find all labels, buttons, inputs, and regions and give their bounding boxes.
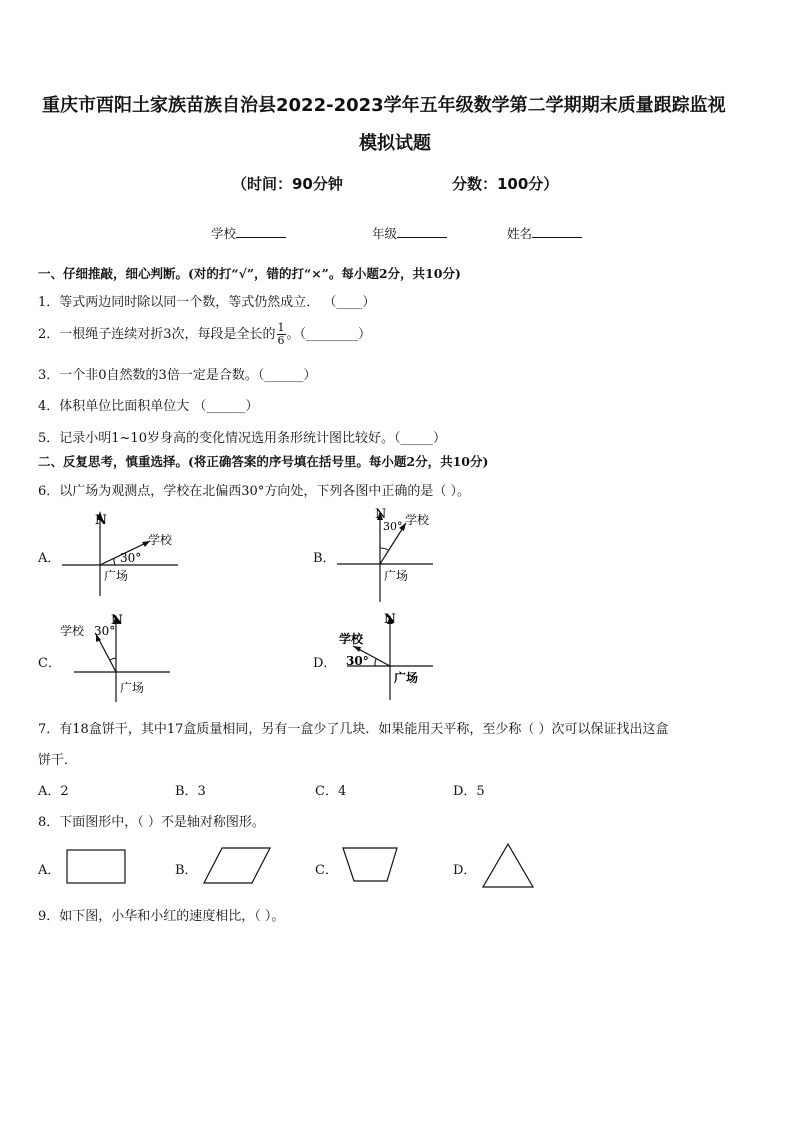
question-4: 4．体积单位比面积单位大 （______） — [38, 399, 259, 414]
name-field[interactable] — [507, 224, 582, 242]
square-label: 广场 — [384, 569, 409, 583]
fraction-one-sixth: $\frac{1}{6}$ — [277, 321, 285, 347]
exam-score: 分数：100分） — [452, 175, 559, 193]
question-8: 8．下面图形中，（ ）不是轴对称图形。 — [38, 815, 265, 830]
angle-label: 30° — [383, 520, 403, 533]
square-label: 广场 — [104, 569, 129, 583]
q6-diagram-b — [333, 504, 443, 606]
school-label: 学校 — [60, 624, 85, 638]
section1-title: 一、仔细推敲，细心判断。(对的打“√”，错的打“×”。每小题2分，共10分) — [38, 266, 461, 281]
grade-label: 年级 — [372, 226, 398, 241]
question-3: 3．一个非0自然数的3倍一定是合数。（______） — [38, 368, 317, 383]
page-title: 重庆市酉阳土家族苗族自治县2022-2023学年五年级数学第二学期期末质量跟踪监视 — [42, 95, 726, 116]
school-label: 学校 — [211, 226, 237, 241]
page-title-line2: 模拟试题 — [359, 133, 431, 154]
q7-option-d[interactable]: D．5 — [453, 784, 485, 799]
rectangle-shape — [66, 848, 128, 886]
q7-option-b[interactable]: B．3 — [175, 784, 206, 799]
question-9: 9．如下图，小华和小红的速度相比，（ ）。 — [38, 909, 285, 924]
triangle-shape — [481, 842, 535, 889]
question-1: 1．等式两边同时除以同一个数，等式仍然成立． （____） — [38, 295, 376, 310]
north-label: N — [384, 612, 396, 627]
school-label: 学校 — [339, 632, 364, 646]
square-label: 广场 — [120, 681, 145, 695]
q8-option-a-label[interactable]: A． — [38, 863, 61, 878]
q6-diagram-d — [333, 608, 443, 703]
q8-option-b-label[interactable]: B． — [175, 863, 198, 878]
question-5: 5．记录小明1~10岁身高的变化情况选用条形统计图比较好。（_____） — [38, 431, 446, 446]
question-7-cont: 饼干． — [38, 753, 78, 768]
name-blank[interactable] — [532, 225, 582, 238]
question-2-blank: 。（________） — [286, 327, 372, 342]
grade-blank[interactable] — [397, 225, 447, 238]
question-6: 6．以广场为观测点，学校在北偏西30°方向处，下列各图中正确的是（ ）。 — [38, 484, 470, 499]
q6-option-c-label[interactable]: C． — [38, 656, 61, 671]
q6-diagram-a — [58, 508, 188, 603]
q8-option-c-label[interactable]: C． — [315, 863, 338, 878]
q7-option-a[interactable]: A．2 — [38, 784, 69, 799]
north-label: N — [375, 507, 387, 522]
q8-option-d-label[interactable]: D． — [453, 863, 477, 878]
school-field[interactable] — [211, 224, 286, 242]
name-label: 姓名 — [507, 226, 533, 241]
trapezoid-shape — [341, 846, 399, 884]
q6-option-d-label[interactable]: D． — [313, 656, 337, 671]
square-label: 广场 — [394, 671, 419, 685]
exam-time: （时间：90分钟 — [232, 175, 343, 193]
north-label: N — [95, 513, 107, 528]
parallelogram-shape — [202, 846, 272, 886]
q6-option-b-label[interactable]: B． — [313, 551, 336, 566]
angle-label: 30° — [94, 624, 116, 638]
section2-title: 二、反复思考，慎重选择。(将正确答案的序号填在括号里。每小题2分，共10分) — [38, 454, 489, 469]
q7-option-c[interactable]: C．4 — [315, 784, 347, 799]
q6-option-a-label[interactable]: A． — [38, 551, 61, 566]
angle-label: 30° — [120, 551, 142, 565]
grade-field[interactable] — [372, 224, 447, 242]
school-label: 学校 — [148, 533, 173, 547]
question-2 — [38, 322, 371, 347]
school-blank[interactable] — [236, 225, 286, 238]
question-2-text: 2．一根绳子连续对折3次，每段是全长的 — [38, 327, 276, 342]
school-label: 学校 — [405, 513, 430, 527]
angle-label: 30° — [346, 654, 369, 668]
question-7: 7．有18盒饼干，其中17盒质量相同，另有一盒少了几块．如果能用天平称，至少称（ ）次可以保证找出这盒 — [38, 722, 669, 737]
north-label: N — [111, 613, 123, 628]
q6-diagram-c — [58, 610, 178, 705]
